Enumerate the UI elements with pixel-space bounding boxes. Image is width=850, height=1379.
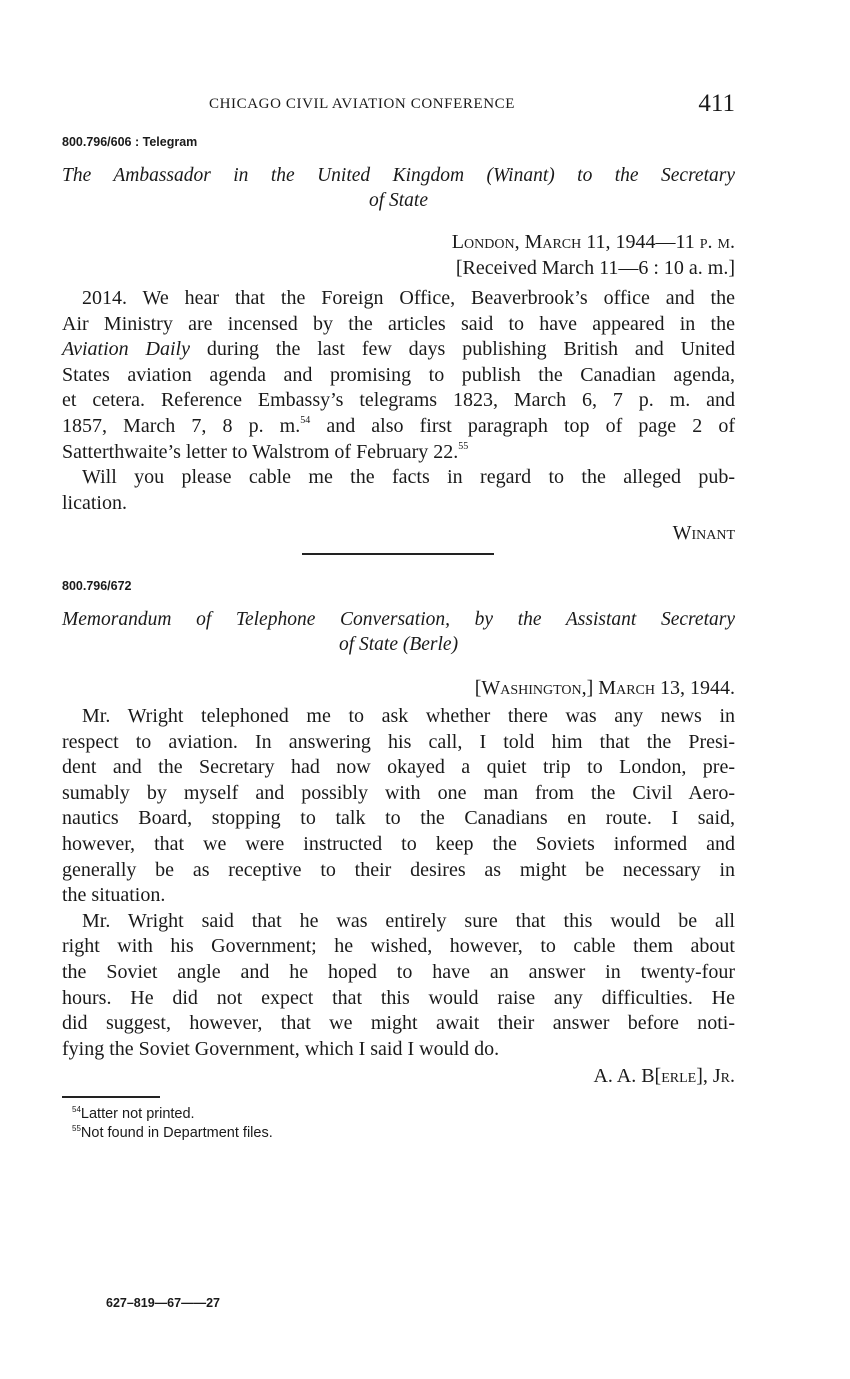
text-line: sumably by myself and possibly with one man from the Civil Aero-	[62, 781, 735, 804]
text-line: respect to aviation. In answering his call, I told him that the Presi-	[62, 730, 735, 753]
dateline-text: London, March 11, 1944—11 p. m.	[451, 231, 735, 253]
text-line: dent and the Secretary had now okayed a quiet trip to London, pre-	[62, 756, 735, 779]
heading-line: Memorandum of Telephone Conversation, by the Assistant Secretary	[62, 609, 735, 630]
paragraph	[62, 704, 735, 909]
received-line: [Received March 11—6 : 10 a. m.]	[455, 257, 735, 279]
text-line: Air Ministry are incensed by the articles said to have appeared in the	[62, 312, 735, 335]
section-divider	[302, 553, 494, 555]
paragraph	[62, 909, 735, 1063]
signature-1	[673, 521, 735, 546]
heading-line: The Ambassador in the United Kingdom (Winant) to the Secretary	[62, 165, 735, 186]
text-line: nautics Board, stopping to talk to the Canadians en route. I said,	[62, 807, 735, 830]
text-line	[62, 414, 735, 440]
text-run: during the last few days publishing British and United	[189, 338, 736, 361]
footnote-number: 54	[72, 1105, 81, 1114]
dateline-2	[475, 676, 735, 701]
text-line: Mr. Wright said that he was entirely sure that this would be all	[82, 909, 735, 932]
dateline-1	[452, 230, 735, 255]
text-line	[62, 337, 735, 363]
text-line: did suggest, however, that we might await their answer before noti-	[62, 1012, 735, 1035]
footnote-rule	[62, 1096, 160, 1098]
footnote	[72, 1124, 273, 1142]
file-reference-2: 800.796/672	[62, 579, 132, 593]
running-head	[62, 92, 735, 122]
heading-line: of State	[368, 190, 429, 211]
signature-text: Winant	[672, 522, 735, 544]
signature-text: A. A. B[erle], Jr.	[593, 1065, 735, 1087]
footnote-text: Latter not printed.	[80, 1106, 195, 1122]
text-line	[62, 440, 735, 466]
text-line: fying the Soviet Government, which I said I would do.	[62, 1037, 500, 1060]
running-head-title: CHICAGO CIVIL AVIATION CONFERENCE	[209, 96, 516, 112]
text-line: Mr. Wright telephoned me to ask whether there was any news in	[82, 705, 735, 727]
memorandum-body	[62, 704, 735, 1062]
footnote-ref[interactable]: 55	[458, 440, 469, 452]
paragraph	[62, 465, 735, 516]
heading-line: of State (Berle)	[338, 634, 459, 655]
text-line: lication.	[62, 491, 127, 514]
footnote	[72, 1105, 195, 1123]
footnote-ref[interactable]: 54	[300, 414, 311, 426]
telegram-body	[62, 286, 735, 516]
document-heading-1	[62, 163, 735, 213]
text-line: et cetera. Reference Embassy’s telegrams 1823, March 6, 7 p. m. and	[62, 389, 735, 412]
text-line: States aviation agenda and promising to publish the Canadian agenda,	[62, 363, 735, 386]
footnote-number: 55	[72, 1124, 81, 1133]
text-run: 1857, March 7, 8 p. m.	[62, 414, 301, 437]
text-line: the situation.	[62, 884, 166, 907]
footnote-text: Not found in Department files.	[80, 1125, 273, 1141]
text-run: and also first paragraph top of page 2 of	[310, 414, 735, 437]
publication-title: Aviation Daily	[62, 338, 190, 361]
document-heading-2	[62, 607, 735, 657]
signature-2	[593, 1064, 735, 1089]
text-line: Will you please cable me the facts in regard to the alleged pub-	[82, 466, 735, 489]
paragraph	[62, 286, 735, 465]
printer-mark: 627–819—67——27	[106, 1296, 220, 1310]
dateline-text: [Washington,] March 13, 1944.	[474, 677, 735, 699]
text-line: 2014. We hear that the Foreign Office, Beaverbrook’s office and the	[82, 287, 735, 309]
page-number: 411	[698, 90, 735, 117]
file-reference-1: 800.796/606 : Telegram	[62, 135, 198, 149]
text-line: however, that we were instructed to keep the Soviets informed and	[62, 832, 735, 855]
text-line: generally be as receptive to their desires as might be necessary in	[62, 858, 735, 881]
text-run: Satterthwaite’s letter to Walstrom of February 22.	[62, 440, 459, 463]
text-line: the Soviet angle and he hoped to have an answer in twenty-four	[62, 960, 735, 983]
text-line: hours. He did not expect that this would raise any difficulties. He	[62, 986, 735, 1009]
text-line: right with his Government; he wished, however, to cable them about	[62, 935, 735, 958]
